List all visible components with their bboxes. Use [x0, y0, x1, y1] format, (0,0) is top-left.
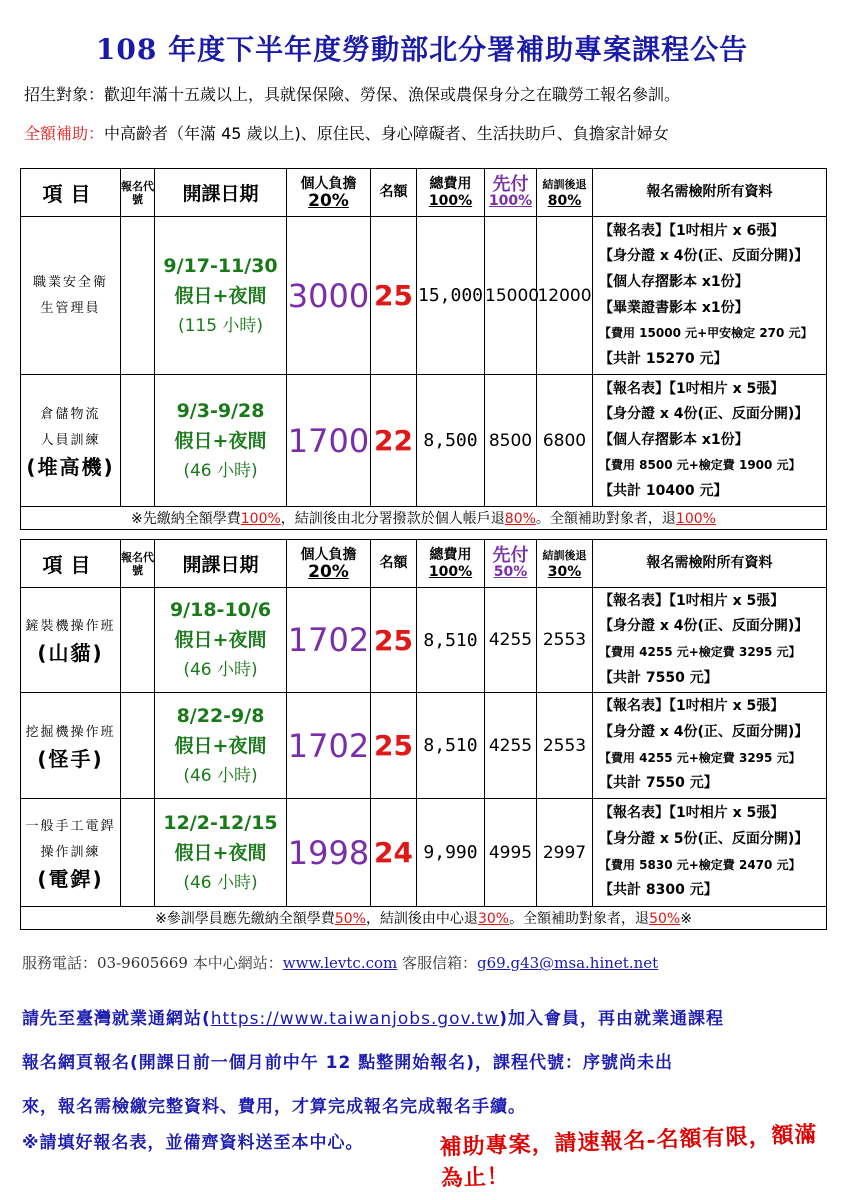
- prepay: 4255: [485, 693, 537, 799]
- table-row: [21, 693, 827, 799]
- hours: (46 小時): [183, 460, 258, 481]
- signup-instructions-2: 報名網頁報名(開課日前一個月前中午 12 點整開始報名)，課程代號：序號尚未出: [22, 1053, 674, 1073]
- req-line: 【費用 4255 元+檢定費 3295 元】: [599, 645, 801, 659]
- req-line: 【身分證 x 4份(正、反面分開)】: [599, 618, 809, 635]
- refund: 2553: [537, 588, 593, 693]
- course-date: [155, 375, 287, 507]
- note-text: ，結訓後由中心退: [365, 911, 478, 927]
- header-total: [417, 169, 485, 217]
- table-row: [21, 217, 827, 375]
- table-row: [21, 588, 827, 693]
- header-pay: [287, 540, 371, 588]
- header-req: 報名需檢附所有資料: [593, 169, 827, 217]
- note-pct: 100%: [240, 511, 281, 527]
- refund: 2997: [537, 799, 593, 907]
- table-row: [21, 799, 827, 907]
- date-range: 12/2-12/15: [163, 811, 278, 834]
- course-name-line1: 一般手工電銲: [25, 818, 116, 834]
- personal-pay: 3000: [287, 217, 371, 375]
- prepay: 8500: [485, 375, 537, 507]
- req-line: 【個人存摺影本 x1份】: [599, 273, 749, 290]
- req-line: 【共計 10400 元】: [599, 482, 728, 499]
- note-text: ※: [680, 911, 692, 927]
- course-name: [21, 588, 121, 693]
- signup-instructions-1: [22, 1004, 724, 1029]
- note-text: ，結訓後由北分署撥款於個人帳戶退: [280, 511, 505, 527]
- req-line: 【報名表】【1吋相片 x 6張】: [599, 222, 785, 239]
- course-name-line1: 挖掘機操作班: [25, 724, 116, 740]
- header-refund-label: 結訓後退: [542, 548, 587, 562]
- course-code: [121, 693, 155, 799]
- prepay: 15000: [485, 217, 537, 375]
- personal-pay: 1998: [287, 799, 371, 907]
- note-pct: 80%: [504, 511, 536, 527]
- table-row: [21, 375, 827, 507]
- course-code: [121, 799, 155, 907]
- course-name-line2: 生管理員: [40, 300, 101, 316]
- taiwanjobs-link[interactable]: https://www.taiwanjobs.gov.tw: [210, 1009, 500, 1029]
- requirements: [593, 799, 827, 907]
- req-line: 【報名表】【1吋相片 x 5張】: [599, 698, 785, 715]
- note-text: ※參訓學員應先繳納全額學費: [155, 911, 335, 927]
- req-line: 【身分證 x 4份(正、反面分開)】: [599, 723, 809, 740]
- course-name-line1: 鏟裝機操作班: [25, 619, 116, 634]
- signup-instructions-4: ※請填好報名表，並備齊資料送至本中心。: [22, 1133, 364, 1153]
- promo-slogan: 補助專案，請速報名-名額有限，額滿為止！: [439, 1121, 818, 1192]
- header-pay-label: 個人負擔: [300, 175, 357, 192]
- full-subsidy-label: 全額補助：: [24, 124, 105, 143]
- req-line: 【費用 4255 元+檢定費 3295 元】: [599, 750, 801, 765]
- header-prepay-label: 先付: [492, 544, 529, 566]
- personal-pay: 1700: [287, 375, 371, 507]
- course-table-1: [20, 168, 827, 530]
- requirements: [593, 375, 827, 507]
- course-date: [155, 693, 287, 799]
- req-line: 【報名表】【1吋相片 x 5張】: [599, 805, 785, 822]
- req-line: 【個人存摺影本 x1份】: [599, 431, 749, 448]
- session-type: 假日+夜間: [174, 284, 267, 307]
- session-type: 假日+夜間: [174, 841, 267, 864]
- course-name-line3: (堆高機): [26, 454, 115, 479]
- req-line: 【報名表】【1吋相片 x 5張】: [599, 380, 785, 397]
- header-item: 項目: [21, 169, 121, 217]
- note-pct: 30%: [477, 911, 510, 927]
- prepay: 4255: [485, 588, 537, 693]
- header-refund-pct: 80%: [547, 192, 582, 209]
- hours: (46 小時): [183, 765, 258, 786]
- table-note: [21, 907, 827, 930]
- header-refund: [537, 540, 593, 588]
- course-code: [121, 217, 155, 375]
- hours: (46 小時): [183, 872, 258, 893]
- course-date: [155, 217, 287, 375]
- signup-instructions-3: 來，報名需檢繳完整資料、費用，才算完成報名完成報名手續。: [22, 1097, 526, 1117]
- req-line: 【身分證 x 4份(正、反面分開)】: [599, 248, 809, 265]
- course-name: [21, 693, 121, 799]
- mail-label: 客服信箱：: [397, 954, 478, 972]
- header-total-label: 總費用: [429, 546, 472, 563]
- header-req: 報名需檢附所有資料: [593, 540, 827, 588]
- req-line: 【身分證 x 5份(正、反面分開)】: [599, 830, 809, 847]
- course-table-2: [20, 539, 827, 930]
- header-prepay: [485, 169, 537, 217]
- header-quota: 名額: [371, 169, 417, 217]
- refund-note: [21, 907, 827, 930]
- intro-eligibility: 招生對象：歡迎年滿十五歲以上，具就保保險、勞保、漁保或農保身分之在職勞工報名參訓。: [24, 85, 681, 104]
- course-code: [121, 375, 155, 507]
- note-pct: 50%: [334, 911, 366, 927]
- req-line: 【報名表】【1吋相片 x 5張】: [599, 592, 785, 609]
- quota: 25: [371, 693, 417, 799]
- session-type: 假日+夜間: [174, 429, 267, 452]
- total-fee: 8,510: [417, 588, 485, 693]
- header-refund: [537, 169, 593, 217]
- instr-text: 請先至臺灣就業通網站(: [22, 1009, 211, 1029]
- date-range: 9/17-11/30: [163, 254, 278, 277]
- date-range: 9/3-9/28: [176, 399, 265, 422]
- page-title: 108 年度下半年度勞動部北分署補助專案課程公告: [95, 33, 749, 66]
- req-line: 【身分證 x 4份(正、反面分開)】: [599, 406, 809, 423]
- header-date: 開課日期: [155, 169, 287, 217]
- date-range: 8/22-9/8: [176, 704, 265, 727]
- header-total-label: 總費用: [429, 175, 472, 192]
- total-fee: 15,000: [417, 217, 485, 375]
- header-prepay-pct: 100%: [488, 192, 533, 209]
- note-pct: 100%: [675, 511, 716, 527]
- quota: 24: [371, 799, 417, 907]
- req-line: 【共計 8300 元】: [599, 882, 718, 899]
- header-total-pct: 100%: [428, 563, 473, 580]
- header-quota: 名額: [371, 540, 417, 588]
- course-name-line2: 人員訓練: [40, 432, 101, 448]
- header-pay-label: 個人負擔: [300, 546, 357, 563]
- table-header-row: [21, 540, 827, 588]
- requirements: [593, 217, 827, 375]
- header-item: 項目: [21, 540, 121, 588]
- requirements: [593, 693, 827, 799]
- header-total: [417, 540, 485, 588]
- date-range: 9/18-10/6: [169, 599, 272, 621]
- table-note: [21, 507, 827, 530]
- full-subsidy-text: 中高齡者（年滿 45 歲以上)、原住民、身心障礙者、生活扶助戶、負擔家計婦女: [104, 124, 669, 143]
- header-code: 報名代號: [121, 540, 155, 588]
- req-line: 【費用 15000 元+甲安檢定 270 元】: [599, 326, 813, 341]
- header-code: 報名代號: [121, 169, 155, 217]
- course-date: [155, 799, 287, 907]
- total-fee: 9,990: [417, 799, 485, 907]
- contact-info: [22, 952, 658, 973]
- req-line: 【費用 5830 元+檢定費 2470 元】: [599, 857, 801, 872]
- note-pct: 50%: [649, 911, 681, 927]
- course-date: [155, 588, 287, 693]
- personal-pay: 1702: [287, 693, 371, 799]
- course-name: [21, 375, 121, 507]
- header-total-pct: 100%: [428, 192, 473, 209]
- course-name-line1: 倉儲物流: [40, 406, 101, 422]
- header-pay-pct: 20%: [308, 561, 349, 582]
- quota: 25: [371, 217, 417, 375]
- quota: 25: [371, 588, 417, 693]
- phone-label: 服務電話：03-9605669 本中心網站：: [22, 954, 283, 972]
- total-fee: 8,500: [417, 375, 485, 507]
- refund: 6800: [537, 375, 593, 507]
- table-header-row: [21, 169, 827, 217]
- note-text: 。全額補助對象者，退: [535, 511, 676, 527]
- intro-full-subsidy: [24, 121, 669, 144]
- hours: (115 小時): [177, 315, 264, 336]
- note-text: 。全額補助對象者，退: [509, 911, 650, 927]
- course-name-line2: (電銲): [37, 866, 104, 891]
- course-code: [121, 588, 155, 693]
- header-prepay: [485, 540, 537, 588]
- quota: 22: [371, 375, 417, 507]
- course-name-line2: (山貓): [37, 641, 104, 665]
- total-fee: 8,510: [417, 693, 485, 799]
- refund: 12000: [537, 217, 593, 375]
- header-date: 開課日期: [155, 540, 287, 588]
- prepay: 4995: [485, 799, 537, 907]
- req-line: 【費用 8500 元+檢定費 1900 元】: [599, 458, 801, 473]
- header-prepay-label: 先付: [492, 173, 529, 195]
- header-refund-pct: 30%: [547, 563, 582, 580]
- header-pay-pct: 20%: [308, 190, 349, 211]
- course-name: [21, 217, 121, 375]
- header-refund-label: 結訓後退: [542, 177, 587, 191]
- header-pay: [287, 169, 371, 217]
- website-link[interactable]: www.levtc.com: [282, 954, 398, 972]
- refund: 2553: [537, 693, 593, 799]
- note-text: ※先繳納全額學費: [131, 511, 241, 527]
- session-type: 假日+夜間: [174, 629, 267, 651]
- requirements: [593, 588, 827, 693]
- course-name-line1: 職業安全衛: [32, 274, 108, 290]
- course-name-line1b: 操作訓練: [40, 844, 101, 860]
- session-type: 假日+夜間: [174, 734, 267, 757]
- email-link[interactable]: g69.g43@msa.hinet.net: [477, 954, 659, 972]
- refund-note: [21, 507, 827, 530]
- req-line: 【共計 7550 元】: [599, 669, 718, 686]
- personal-pay: 1702: [287, 588, 371, 693]
- req-line: 【畢業證書影本 x1份】: [599, 299, 749, 316]
- req-line: 【共計 7550 元】: [599, 775, 718, 792]
- instr-text: )加入會員，再由就業通課程: [499, 1009, 725, 1029]
- req-line: 【共計 15270 元】: [599, 350, 728, 367]
- hours: (46 小時): [183, 660, 258, 680]
- header-prepay-pct: 50%: [493, 563, 528, 580]
- course-name-line2: (怪手): [37, 746, 104, 771]
- course-name: [21, 799, 121, 907]
